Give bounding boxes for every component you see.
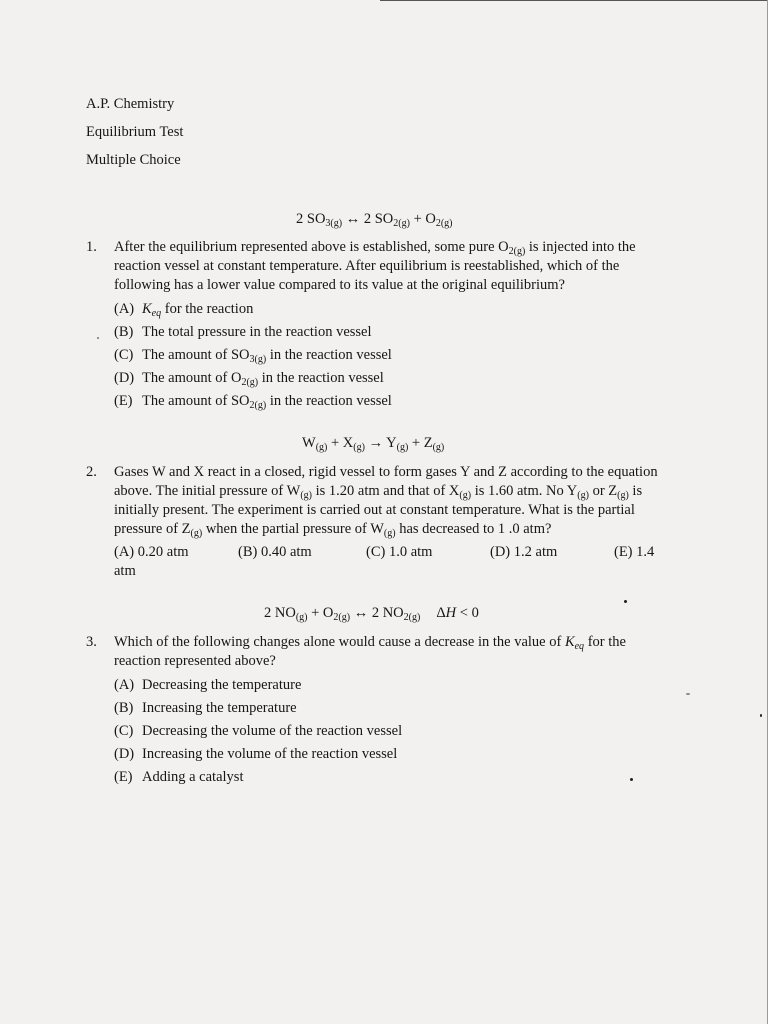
question-number-2: 2. bbox=[86, 464, 97, 480]
question-text-1: After the equilibrium represented above is established, some pure $O_{2(g)}$ is injected into the reaction vessel at constant temperature. After equilibrium is reestablished, which of the following has a lower value compared to its value at the original equilibrium? bbox=[114, 239, 636, 293]
q2-option-e[interactable]: (E) 1.4 bbox=[614, 544, 655, 560]
q3-option-b[interactable]: (B) Increasing the temperature bbox=[114, 700, 297, 716]
course-title: A.P. Chemistry bbox=[86, 96, 175, 112]
question-text-3: Which of the following changes alone would cause a decrease in the value of $K_{eq}$ for the reaction represented above? bbox=[114, 634, 626, 669]
q3-option-a[interactable]: (A) Decreasing the temperature bbox=[114, 677, 302, 693]
equation-2: $W_{(g)} + X_{(g)} \to Y_{(g)} + Z_{(g)}$ bbox=[302, 435, 445, 453]
scan-speck bbox=[630, 778, 633, 781]
q2-option-d[interactable]: (D) 1.2 atm bbox=[490, 544, 558, 560]
scan-speck bbox=[686, 693, 690, 695]
q3-option-e[interactable]: (E) Adding a catalyst bbox=[114, 769, 244, 785]
q2-option-c[interactable]: (C) 1.0 atm bbox=[366, 544, 433, 560]
q1-option-b[interactable]: (B) The total pressure in the reaction vessel bbox=[114, 324, 372, 340]
test-title: Equilibrium Test bbox=[86, 124, 184, 140]
equation-3: 2 $NO_{(g)} + O_{2(g)}$ ↔ 2 $NO_{2(g)}$ ΔH < 0 bbox=[264, 605, 479, 623]
scan-speck bbox=[760, 714, 762, 717]
q1-option-a[interactable]: (A) $K_{eq}$ for the reaction bbox=[114, 301, 254, 319]
q1-option-e[interactable]: (E) The amount of $SO_{2(g)}$ in the reaction vessel bbox=[114, 393, 392, 411]
q1-option-d[interactable]: (D) The amount of $O_{2(g)}$ in the reaction vessel bbox=[114, 370, 384, 388]
q3-option-d[interactable]: (D) Increasing the volume of the reaction vessel bbox=[114, 746, 398, 762]
question-number-3: 3. bbox=[86, 634, 97, 650]
question-number-1: 1. bbox=[86, 239, 97, 255]
section-title: Multiple Choice bbox=[86, 152, 181, 168]
scan-edge-top bbox=[380, 0, 768, 1]
q1-option-c[interactable]: (C) The amount of $SO_{3(g)}$ in the reaction vessel bbox=[114, 347, 392, 365]
scan-speck bbox=[97, 337, 99, 339]
equation-1: 2 $SO_{3(g)}$ ↔ 2 $SO_{2(g)} + O_{2(g)}$ bbox=[296, 211, 453, 229]
question-text-2: Gases W and X react in a closed, rigid vessel to form gases Y and Z according to the equation above. The initial pressure of $W_{(g)}$ is 1.20 atm and that of $X_{(g)}$ is 1.60 atm. No $Y_{(g)}$ or $Z_{(g)}$ is initially present. The experiment is carried out at constant temperature. What is the partial pressure of $Z_{(g)}$ when the partial pressure of $W_{(g)}$ has decreased to 1 .0 atm? bbox=[114, 464, 658, 539]
q3-option-c[interactable]: (C) Decreasing the volume of the reaction vessel bbox=[114, 723, 403, 739]
scan-speck bbox=[624, 600, 627, 603]
q2-option-b[interactable]: (B) 0.40 atm bbox=[238, 544, 312, 560]
q2-option-e-unit: atm bbox=[114, 563, 136, 579]
q2-option-a[interactable]: (A) 0.20 atm bbox=[114, 544, 189, 560]
